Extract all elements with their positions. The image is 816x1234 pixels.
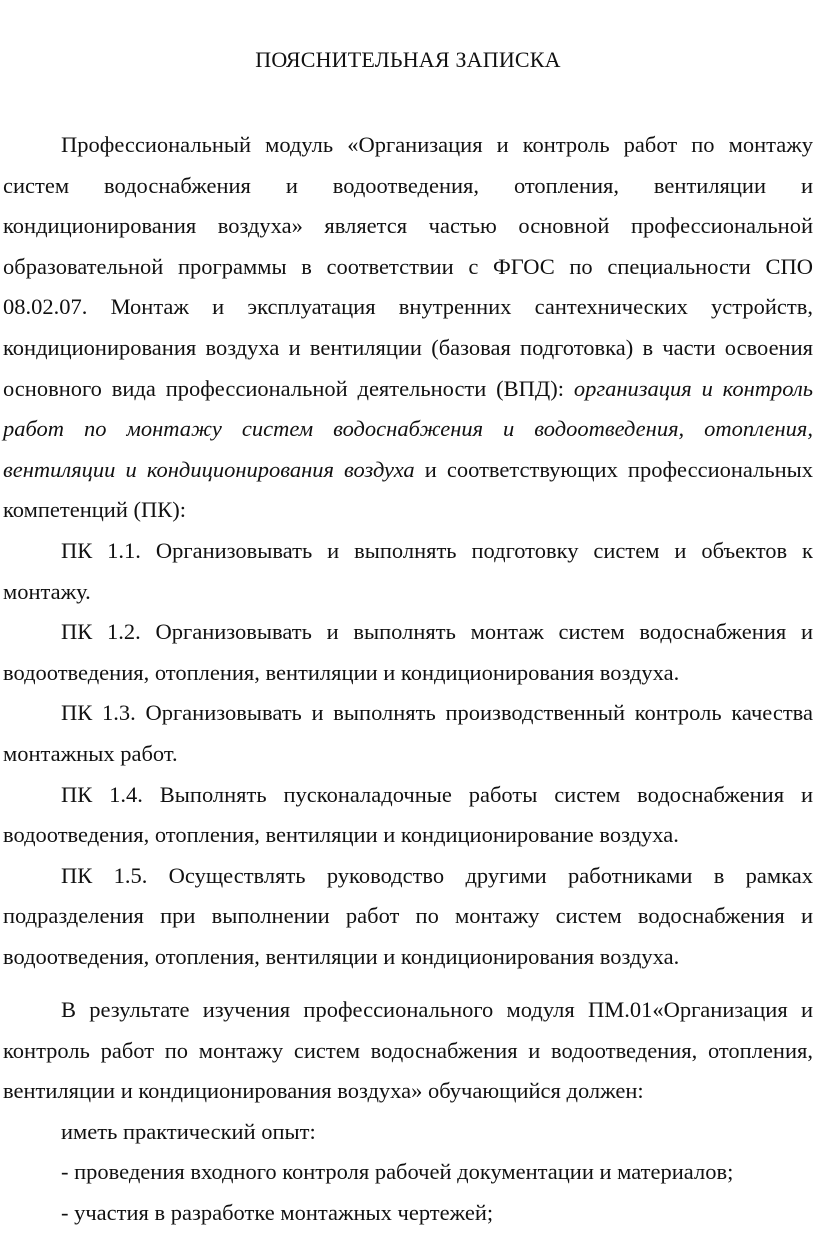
competency-pk-1-3: ПК 1.3. Организовывать и выполнять производственный контроль качества монтажных работ. <box>3 700 813 766</box>
competency-pk-1-2: ПК 1.2. Организовывать и выполнять монтаж систем водоснабжения и водоотведения, отопления, вентиляции и кондиционирования воздуха. <box>3 619 813 685</box>
document-title: ПОЯСНИТЕЛЬНАЯ ЗАПИСКА <box>255 47 561 72</box>
intro-paragraph <box>3 125 813 531</box>
results-text-block <box>3 990 813 1234</box>
competency-pk-1-4: ПК 1.4. Выполнять пусконаладочные работы систем водоснабжения и водоотведения, отопления, вентиляции и кондиционирование воздуха. <box>3 781 813 848</box>
experience-item-input-control: - проведения входного контроля рабочей документации и материалов; <box>61 1159 734 1185</box>
experience-label: иметь практический опыт: <box>61 1118 316 1144</box>
main-text-block <box>3 125 813 977</box>
results-intro-paragraph: В результате изучения профессионального модуля ПМ.01«Организация и контроль работ по монтажу систем водоснабжения и водоотведения, отопления, вентиляции и кондиционирования воздуха» обучающийся должен: <box>3 997 813 1104</box>
experience-item-drawings: - участия в разработке монтажных чертежей; <box>61 1199 494 1225</box>
intro-italic-activity: организация и контроль работ по монтажу систем водоснабжения и водоотведения, отопления, вентиляции и кондиционирования воздуха <box>3 375 813 482</box>
competency-pk-1-1: ПК 1.1. Организовывать и выполнять подготовку систем и объектов к монтажу. <box>3 537 813 604</box>
intro-text-start: Профессиональный модуль «Организация и контроль работ по монтажу систем водоснабжения и водоотведения, отопления, вентиляции и кондиционирования воздуха» является частью основной профессиональной образовательной программы в соответствии с ФГОС по специальности СПО 08.02.07. Монтаж и эксплуатация внутренних сантехнических устройств, кондиционирования воздуха и вентиляции (базовая подготовка) в части освоения основного вида профессиональной деятельности (ВПД): <box>3 132 813 401</box>
intro-text-end: и соответствующих профессиональных компетенций (ПК): <box>3 456 813 523</box>
competency-pk-1-5: ПК 1.5. Осуществлять руководство другими работниками в рамках подразделения при выполнении работ по монтажу систем водоснабжения и водоотведения, отопления, вентиляции и кондиционирования воздуха. <box>3 862 813 969</box>
